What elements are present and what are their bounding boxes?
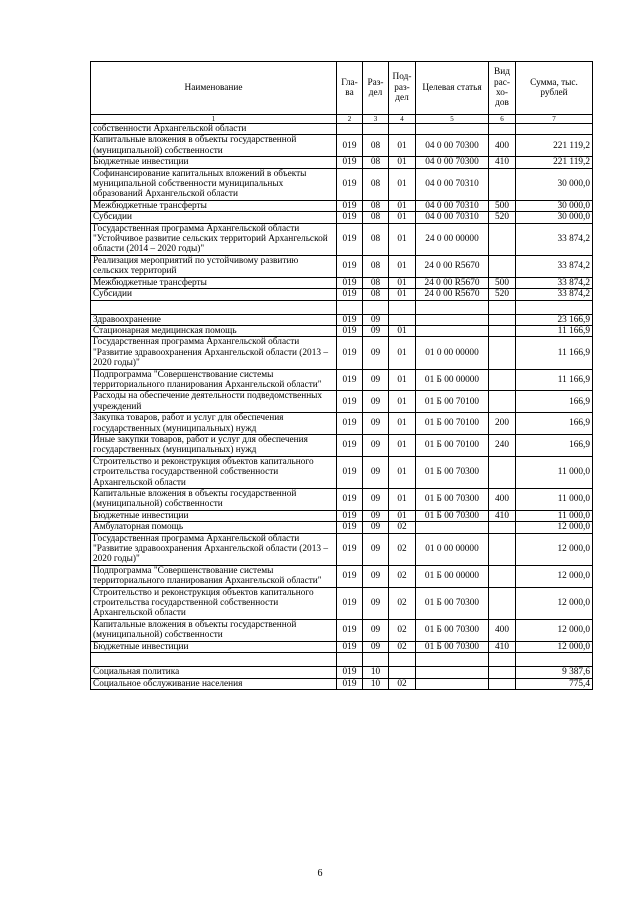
table-row [91, 168, 593, 200]
table-row [91, 413, 593, 435]
row-chapter: 019 [337, 522, 363, 533]
row-target: 01 Б 00 70300 [416, 456, 489, 488]
row-name: Государственная программа Архангельской области "Развитие здравоохранения Архангельской области (2013 – 2020 годы)" [91, 337, 337, 369]
row-target: 01 0 00 00000 [416, 337, 489, 369]
row-chapter: 019 [337, 533, 363, 565]
row-section: 08 [363, 168, 389, 200]
row-expense-type [489, 667, 516, 678]
row-expense-type: 200 [489, 413, 516, 435]
row-section: 09 [363, 533, 389, 565]
row-target: 24 0 00 R5670 [416, 289, 489, 300]
row-sum: 33 874,2 [516, 223, 593, 255]
empty-cell [489, 653, 516, 667]
row-subsection: 02 [389, 678, 416, 689]
row-chapter: 019 [337, 619, 363, 641]
column-number: 1 [91, 115, 337, 124]
row-chapter: 019 [337, 325, 363, 336]
table-row [91, 212, 593, 223]
row-subsection: 02 [389, 565, 416, 587]
row-name: Реализация мероприятий по устойчивому развитию сельских территорий [91, 255, 337, 277]
row-name: Социальное обслуживание населения [91, 678, 337, 689]
row-target: 01 Б 00 00000 [416, 369, 489, 391]
table-row [91, 510, 593, 521]
row-chapter: 019 [337, 135, 363, 157]
row-expense-type: 410 [489, 510, 516, 521]
table-row [91, 325, 593, 336]
row-target: 01 Б 00 70300 [416, 641, 489, 652]
column-number-row [91, 115, 593, 124]
column-number: 7 [516, 115, 593, 124]
row-section: 08 [363, 135, 389, 157]
empty-cell [516, 653, 593, 667]
row-subsection: 01 [389, 289, 416, 300]
header-target: Целевая статья [416, 62, 489, 115]
row-target: 24 0 00 00000 [416, 223, 489, 255]
header-expense-type: Вид рас-хо-дов [489, 62, 516, 115]
row-sum: 11 000,0 [516, 510, 593, 521]
row-target [416, 522, 489, 533]
row-sum [516, 124, 593, 135]
column-number: 6 [489, 115, 516, 124]
row-target: 01 Б 00 70300 [416, 489, 489, 511]
header-chapter: Гла-ва [337, 62, 363, 115]
row-chapter: 019 [337, 489, 363, 511]
table-row [91, 565, 593, 587]
table-row [91, 434, 593, 456]
table-row [91, 124, 593, 135]
header-section: Раз-дел [363, 62, 389, 115]
row-target: 01 Б 00 70100 [416, 413, 489, 435]
row-chapter: 019 [337, 255, 363, 277]
row-name: Субсидии [91, 289, 337, 300]
row-expense-type [489, 124, 516, 135]
row-section: 09 [363, 489, 389, 511]
row-subsection: 01 [389, 168, 416, 200]
row-sum: 221 119,2 [516, 135, 593, 157]
row-section: 09 [363, 325, 389, 336]
header-subsection: Под-раз-дел [389, 62, 416, 115]
row-target: 04 0 00 70310 [416, 168, 489, 200]
row-section: 09 [363, 587, 389, 619]
empty-cell [337, 300, 363, 314]
empty-cell [91, 300, 337, 314]
row-target: 01 Б 00 70300 [416, 619, 489, 641]
row-sum: 12 000,0 [516, 565, 593, 587]
row-subsection: 01 [389, 510, 416, 521]
row-subsection: 02 [389, 641, 416, 652]
row-sum: 33 874,2 [516, 255, 593, 277]
row-subsection: 01 [389, 277, 416, 288]
row-expense-type [489, 391, 516, 413]
row-expense-type [489, 565, 516, 587]
row-name: Подпрограмма "Совершенствование системы территориального планирования Архангельской области" [91, 369, 337, 391]
table-row [91, 533, 593, 565]
row-name: Капитальные вложения в объекты государственной (муниципальной) собственности [91, 135, 337, 157]
row-subsection: 01 [389, 212, 416, 223]
row-target [416, 124, 489, 135]
row-section: 09 [363, 619, 389, 641]
row-subsection: 02 [389, 619, 416, 641]
row-section: 08 [363, 255, 389, 277]
row-target: 01 Б 00 70300 [416, 510, 489, 521]
row-chapter: 019 [337, 157, 363, 168]
row-expense-type [489, 678, 516, 689]
row-chapter: 019 [337, 277, 363, 288]
row-section: 09 [363, 413, 389, 435]
empty-cell [416, 653, 489, 667]
row-expense-type [489, 255, 516, 277]
column-number: 3 [363, 115, 389, 124]
row-chapter: 019 [337, 289, 363, 300]
row-subsection: 01 [389, 391, 416, 413]
row-sum: 11 000,0 [516, 456, 593, 488]
table-row [91, 314, 593, 325]
row-expense-type: 500 [489, 200, 516, 211]
row-expense-type: 240 [489, 434, 516, 456]
row-subsection: 01 [389, 325, 416, 336]
row-sum: 12 000,0 [516, 533, 593, 565]
table-row [91, 369, 593, 391]
row-name: Межбюджетные трансферты [91, 277, 337, 288]
row-sum: 11 166,9 [516, 337, 593, 369]
empty-cell [363, 653, 389, 667]
row-section: 09 [363, 565, 389, 587]
row-chapter: 019 [337, 510, 363, 521]
table-row [91, 489, 593, 511]
row-target: 04 0 00 70300 [416, 157, 489, 168]
row-expense-type [489, 168, 516, 200]
row-chapter: 019 [337, 200, 363, 211]
row-expense-type [489, 369, 516, 391]
row-name: Государственная программа Архангельской области "Устойчивое развитие сельских территорий Архангельской области (2014 – 2020 годы)" [91, 223, 337, 255]
row-name: Расходы на обеспечение деятельности подведомственных учреждений [91, 391, 337, 413]
row-section: 08 [363, 289, 389, 300]
row-name: Бюджетные инвестиции [91, 510, 337, 521]
row-expense-type: 410 [489, 157, 516, 168]
table-row [91, 678, 593, 689]
row-expense-type [489, 456, 516, 488]
row-chapter: 019 [337, 168, 363, 200]
empty-cell [337, 653, 363, 667]
row-sum: 30 000,0 [516, 212, 593, 223]
table-row [91, 641, 593, 652]
row-sum: 33 874,2 [516, 277, 593, 288]
budget-table [90, 61, 593, 690]
header-sum: Сумма, тыс. рублей [516, 62, 593, 115]
row-section: 08 [363, 223, 389, 255]
column-number: 4 [389, 115, 416, 124]
row-chapter: 019 [337, 434, 363, 456]
row-chapter: 019 [337, 337, 363, 369]
row-target: 04 0 00 70310 [416, 200, 489, 211]
row-chapter: 019 [337, 314, 363, 325]
row-section: 09 [363, 522, 389, 533]
row-name: Строительство и реконструкция объектов капитального строительства государственной собственности Архангельской области [91, 456, 337, 488]
row-target [416, 325, 489, 336]
row-section: 10 [363, 678, 389, 689]
row-target: 01 Б 00 70300 [416, 587, 489, 619]
row-section: 09 [363, 369, 389, 391]
row-section: 09 [363, 337, 389, 369]
table-row [91, 667, 593, 678]
row-expense-type [489, 223, 516, 255]
row-sum: 11 166,9 [516, 369, 593, 391]
row-name: Субсидии [91, 212, 337, 223]
row-sum: 12 000,0 [516, 522, 593, 533]
row-subsection [389, 124, 416, 135]
row-section: 09 [363, 314, 389, 325]
row-subsection: 01 [389, 413, 416, 435]
row-name: Межбюджетные трансферты [91, 200, 337, 211]
row-target: 01 Б 00 70100 [416, 434, 489, 456]
row-sum: 12 000,0 [516, 641, 593, 652]
row-sum: 11 166,9 [516, 325, 593, 336]
column-number: 2 [337, 115, 363, 124]
empty-cell [516, 300, 593, 314]
row-name: Амбулаторная помощь [91, 522, 337, 533]
table-row [91, 587, 593, 619]
table-row [91, 223, 593, 255]
empty-cell [91, 653, 337, 667]
row-target: 24 0 00 R5670 [416, 255, 489, 277]
row-chapter: 019 [337, 456, 363, 488]
row-section: 10 [363, 667, 389, 678]
table-row [91, 135, 593, 157]
row-sum: 9 387,6 [516, 667, 593, 678]
column-number: 5 [416, 115, 489, 124]
row-sum: 166,9 [516, 434, 593, 456]
row-expense-type: 520 [489, 212, 516, 223]
row-sum: 775,4 [516, 678, 593, 689]
row-target [416, 678, 489, 689]
row-name: собственности Архангельской области [91, 124, 337, 135]
table-row [91, 456, 593, 488]
row-subsection: 01 [389, 157, 416, 168]
row-section [363, 124, 389, 135]
row-subsection: 01 [389, 135, 416, 157]
row-name: Строительство и реконструкция объектов капитального строительства государственной собственности Архангельской области [91, 587, 337, 619]
row-chapter: 019 [337, 565, 363, 587]
row-expense-type: 410 [489, 641, 516, 652]
row-section: 08 [363, 212, 389, 223]
row-chapter: 019 [337, 369, 363, 391]
row-sum: 12 000,0 [516, 587, 593, 619]
table-row [91, 200, 593, 211]
row-name: Капитальные вложения в объекты государственной (муниципальной) собственности [91, 489, 337, 511]
row-sum: 166,9 [516, 413, 593, 435]
row-sum: 30 000,0 [516, 200, 593, 211]
table-header-row [91, 62, 593, 115]
row-section: 09 [363, 434, 389, 456]
row-section: 08 [363, 277, 389, 288]
empty-cell [416, 300, 489, 314]
row-chapter: 019 [337, 212, 363, 223]
row-subsection: 02 [389, 522, 416, 533]
row-expense-type: 400 [489, 135, 516, 157]
row-name: Бюджетные инвестиции [91, 641, 337, 652]
row-subsection: 01 [389, 434, 416, 456]
table-row [91, 337, 593, 369]
row-section: 09 [363, 391, 389, 413]
row-subsection: 01 [389, 369, 416, 391]
row-section: 09 [363, 510, 389, 521]
row-chapter: 019 [337, 587, 363, 619]
row-name: Иные закупки товаров, работ и услуг для обеспечения государственных (муниципальных) нужд [91, 434, 337, 456]
table-body [91, 124, 593, 690]
row-expense-type: 500 [489, 277, 516, 288]
page-number: 6 [317, 868, 323, 879]
row-section: 08 [363, 157, 389, 168]
row-subsection: 01 [389, 255, 416, 277]
row-sum: 166,9 [516, 391, 593, 413]
row-expense-type: 400 [489, 619, 516, 641]
row-name: Бюджетные инвестиции [91, 157, 337, 168]
row-target [416, 667, 489, 678]
row-target: 01 0 00 00000 [416, 533, 489, 565]
row-name: Здравоохранение [91, 314, 337, 325]
row-section: 09 [363, 456, 389, 488]
row-chapter: 019 [337, 678, 363, 689]
row-name: Софинансирование капитальных вложений в объекты муниципальной собственности муниципальных образований Архангельской области [91, 168, 337, 200]
row-name: Капитальные вложения в объекты государственной (муниципальной) собственности [91, 619, 337, 641]
table-row [91, 255, 593, 277]
row-target [416, 314, 489, 325]
row-sum: 23 166,9 [516, 314, 593, 325]
row-expense-type [489, 533, 516, 565]
row-chapter: 019 [337, 641, 363, 652]
empty-cell [389, 300, 416, 314]
row-target: 01 Б 00 70100 [416, 391, 489, 413]
table-row [91, 391, 593, 413]
empty-cell [363, 300, 389, 314]
row-sum: 12 000,0 [516, 619, 593, 641]
row-chapter [337, 124, 363, 135]
empty-cell [489, 300, 516, 314]
row-expense-type [489, 314, 516, 325]
row-name: Социальная политика [91, 667, 337, 678]
row-sum: 11 000,0 [516, 489, 593, 511]
row-chapter: 019 [337, 223, 363, 255]
row-subsection: 02 [389, 587, 416, 619]
table-row [91, 277, 593, 288]
row-name: Подпрограмма "Совершенствование системы территориального планирования Архангельской области" [91, 565, 337, 587]
row-chapter: 019 [337, 413, 363, 435]
row-target: 01 Б 00 00000 [416, 565, 489, 587]
row-chapter: 019 [337, 391, 363, 413]
row-target: 04 0 00 70300 [416, 135, 489, 157]
row-name: Государственная программа Архангельской области "Развитие здравоохранения Архангельской области (2013 – 2020 годы)" [91, 533, 337, 565]
row-subsection: 01 [389, 200, 416, 211]
row-sum: 30 000,0 [516, 168, 593, 200]
table-row [91, 522, 593, 533]
row-expense-type [489, 325, 516, 336]
row-subsection: 01 [389, 223, 416, 255]
row-section: 08 [363, 200, 389, 211]
row-subsection: 01 [389, 456, 416, 488]
spacer-row [91, 653, 593, 667]
row-chapter: 019 [337, 667, 363, 678]
row-target: 24 0 00 R5670 [416, 277, 489, 288]
header-name: Наименование [91, 62, 337, 115]
row-section: 09 [363, 641, 389, 652]
row-subsection: 02 [389, 533, 416, 565]
row-expense-type: 520 [489, 289, 516, 300]
row-expense-type [489, 337, 516, 369]
row-name: Закупка товаров, работ и услуг для обеспечения государственных (муниципальных) нужд [91, 413, 337, 435]
row-sum: 221 119,2 [516, 157, 593, 168]
table-row [91, 289, 593, 300]
row-expense-type [489, 522, 516, 533]
table-row [91, 619, 593, 641]
row-sum: 33 874,2 [516, 289, 593, 300]
row-expense-type: 400 [489, 489, 516, 511]
row-expense-type [489, 587, 516, 619]
table-row [91, 157, 593, 168]
row-subsection [389, 314, 416, 325]
spacer-row [91, 300, 593, 314]
row-subsection [389, 667, 416, 678]
row-name: Стационарная медицинская помощь [91, 325, 337, 336]
row-target: 04 0 00 70310 [416, 212, 489, 223]
empty-cell [389, 653, 416, 667]
row-subsection: 01 [389, 489, 416, 511]
row-subsection: 01 [389, 337, 416, 369]
